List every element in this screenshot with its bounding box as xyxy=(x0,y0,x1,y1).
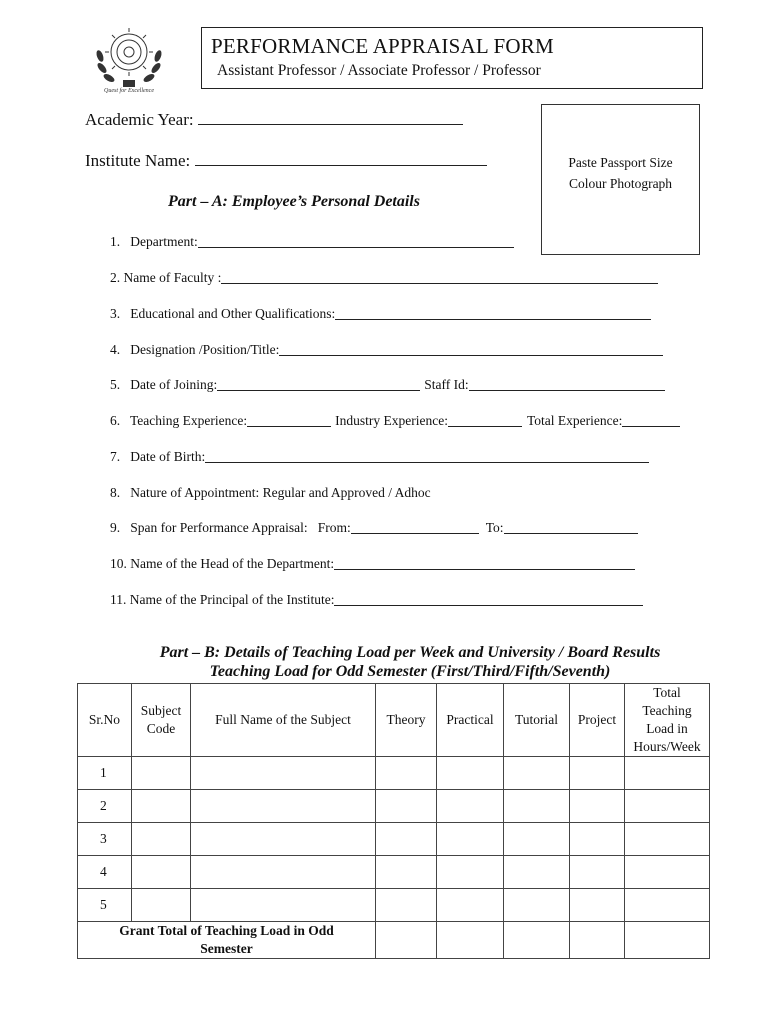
table-row xyxy=(78,757,710,790)
photo-label-line2: Colour Photograph xyxy=(568,176,673,191)
academic-year-field[interactable] xyxy=(85,110,463,130)
photo-box xyxy=(541,104,700,255)
cell-theory[interactable] xyxy=(376,856,437,889)
cell-total-project[interactable] xyxy=(570,922,625,959)
faculty-name-label: 2. Name of Faculty : xyxy=(110,270,222,285)
cell-tutorial[interactable] xyxy=(504,790,570,823)
header-sr-no: Sr.No xyxy=(78,684,132,757)
cell-total-practical[interactable] xyxy=(437,922,504,959)
cell-subject-code[interactable] xyxy=(132,757,191,790)
cell-practical[interactable] xyxy=(437,889,504,922)
cell-project[interactable] xyxy=(570,757,625,790)
cell-subject-code[interactable] xyxy=(132,790,191,823)
header-theory: Theory xyxy=(376,684,437,757)
total-experience-label: Total Experience: xyxy=(526,413,623,428)
teaching-load-table xyxy=(77,683,710,959)
cell-subject-name[interactable] xyxy=(191,856,376,889)
cell-theory[interactable] xyxy=(376,823,437,856)
appraisal-span-row xyxy=(110,520,638,536)
total-experience-blank[interactable] xyxy=(622,414,680,427)
staff-id-blank[interactable] xyxy=(469,378,665,391)
cell-total-load[interactable] xyxy=(625,856,710,889)
industry-experience-label: Industry Experience: xyxy=(335,413,448,428)
table-row xyxy=(78,823,710,856)
cell-tutorial[interactable] xyxy=(504,757,570,790)
cell-theory[interactable] xyxy=(376,790,437,823)
table-row xyxy=(78,889,710,922)
institute-name-label: Institute Name: xyxy=(85,151,191,170)
cell-tutorial[interactable] xyxy=(504,889,570,922)
span-from-blank[interactable] xyxy=(351,521,479,534)
span-from-label: 9. Span for Performance Appraisal: From: xyxy=(110,520,351,535)
part-b-heading xyxy=(80,643,740,681)
row-number: 4 xyxy=(78,856,132,889)
row-number: 5 xyxy=(78,889,132,922)
institute-name-field[interactable] xyxy=(85,151,487,171)
cell-subject-code[interactable] xyxy=(132,823,191,856)
header-subject-code: Subject Code xyxy=(132,684,191,757)
cell-project[interactable] xyxy=(570,790,625,823)
header-project: Project xyxy=(570,684,625,757)
teaching-experience-blank[interactable] xyxy=(247,414,331,427)
cell-subject-name[interactable] xyxy=(191,757,376,790)
date-of-birth-blank[interactable] xyxy=(205,450,649,463)
grand-total-label: Grant Total of Teaching Load in Odd Semester xyxy=(78,922,376,959)
date-of-birth-label: 7. Date of Birth: xyxy=(110,449,206,464)
cell-theory[interactable] xyxy=(376,757,437,790)
table-header-row xyxy=(78,684,710,757)
cell-grand-total-load[interactable] xyxy=(625,922,710,959)
form-subtitle: Assistant Professor / Associate Professor / Professor xyxy=(217,62,541,79)
cell-total-load[interactable] xyxy=(625,757,710,790)
designation-blank[interactable] xyxy=(279,343,663,356)
logo-motto: Quest for Excellence xyxy=(104,88,154,94)
cell-total-load[interactable] xyxy=(625,823,710,856)
cell-project[interactable] xyxy=(570,889,625,922)
cell-subject-code[interactable] xyxy=(132,889,191,922)
qualifications-label: 3. Educational and Other Qualifications: xyxy=(110,306,336,321)
designation-field[interactable] xyxy=(110,342,663,358)
department-blank[interactable] xyxy=(198,235,514,248)
cell-subject-name[interactable] xyxy=(191,790,376,823)
span-to-blank[interactable] xyxy=(504,521,638,534)
part-b-title: Part – B: Details of Teaching Load per Week and University / Board Results xyxy=(159,644,661,661)
header-total-load: Total Teaching Load in Hours/Week xyxy=(625,684,710,757)
date-of-joining-blank[interactable] xyxy=(217,378,420,391)
cell-subject-code[interactable] xyxy=(132,856,191,889)
academic-year-label: Academic Year: xyxy=(85,110,194,129)
teaching-experience-label: 6. Teaching Experience: xyxy=(110,413,248,428)
part-a-heading: Part – A: Employee’s Personal Details xyxy=(168,193,420,210)
qualifications-blank[interactable] xyxy=(335,307,651,320)
cell-total-load[interactable] xyxy=(625,889,710,922)
hod-name-label: 10. Name of the Head of the Department: xyxy=(110,556,335,571)
cell-theory[interactable] xyxy=(376,889,437,922)
grand-total-row xyxy=(78,922,710,959)
nature-of-appointment xyxy=(110,485,431,501)
date-of-birth-field[interactable] xyxy=(110,449,649,465)
cell-practical[interactable] xyxy=(437,823,504,856)
principal-name-field[interactable] xyxy=(110,592,643,608)
cell-project[interactable] xyxy=(570,856,625,889)
department-label: 1. Department: xyxy=(110,234,198,249)
row-number: 1 xyxy=(78,757,132,790)
staff-id-label: Staff Id: xyxy=(424,377,469,392)
row-number: 2 xyxy=(78,790,132,823)
designation-label: 4. Designation /Position/Title: xyxy=(110,342,280,357)
department-field[interactable] xyxy=(110,234,514,250)
header-practical: Practical xyxy=(437,684,504,757)
cell-practical[interactable] xyxy=(437,856,504,889)
cell-total-load[interactable] xyxy=(625,790,710,823)
cell-subject-name[interactable] xyxy=(191,823,376,856)
table-row xyxy=(78,790,710,823)
experience-row xyxy=(110,413,680,429)
academic-year-blank[interactable] xyxy=(198,111,463,125)
form-title-box xyxy=(201,27,703,89)
header-subject-name: Full Name of the Subject xyxy=(191,684,376,757)
row-number: 3 xyxy=(78,823,132,856)
date-of-joining-label: 5. Date of Joining: xyxy=(110,377,218,392)
photo-label-line1: Paste Passport Size xyxy=(568,155,673,170)
hod-name-field[interactable] xyxy=(110,556,635,572)
institute-name-blank[interactable] xyxy=(195,152,487,166)
principal-name-blank[interactable] xyxy=(334,593,643,606)
qualifications-field[interactable] xyxy=(110,306,651,322)
nature-of-appointment-text: 8. Nature of Appointment: Regular and Approved / Adhoc xyxy=(110,485,431,500)
industry-experience-blank[interactable] xyxy=(448,414,522,427)
span-to-label: To: xyxy=(485,520,504,535)
principal-name-label: 11. Name of the Principal of the Institute: xyxy=(110,592,335,607)
faculty-name-blank[interactable] xyxy=(221,271,658,284)
cell-subject-name[interactable] xyxy=(191,889,376,922)
faculty-name-field[interactable] xyxy=(110,270,658,286)
cell-practical[interactable] xyxy=(437,757,504,790)
table-row xyxy=(78,856,710,889)
form-title: PERFORMANCE APPRAISAL FORM xyxy=(211,34,554,58)
joining-staffid-row xyxy=(110,377,665,393)
hod-name-blank[interactable] xyxy=(334,557,635,570)
cell-total-theory[interactable] xyxy=(376,922,437,959)
cell-tutorial[interactable] xyxy=(504,823,570,856)
cell-tutorial[interactable] xyxy=(504,856,570,889)
cell-practical[interactable] xyxy=(437,790,504,823)
part-b-subtitle: Teaching Load for Odd Semester (First/Third/Fifth/Seventh) xyxy=(209,663,611,680)
cell-total-tutorial[interactable] xyxy=(504,922,570,959)
header-tutorial: Tutorial xyxy=(504,684,570,757)
cell-project[interactable] xyxy=(570,823,625,856)
